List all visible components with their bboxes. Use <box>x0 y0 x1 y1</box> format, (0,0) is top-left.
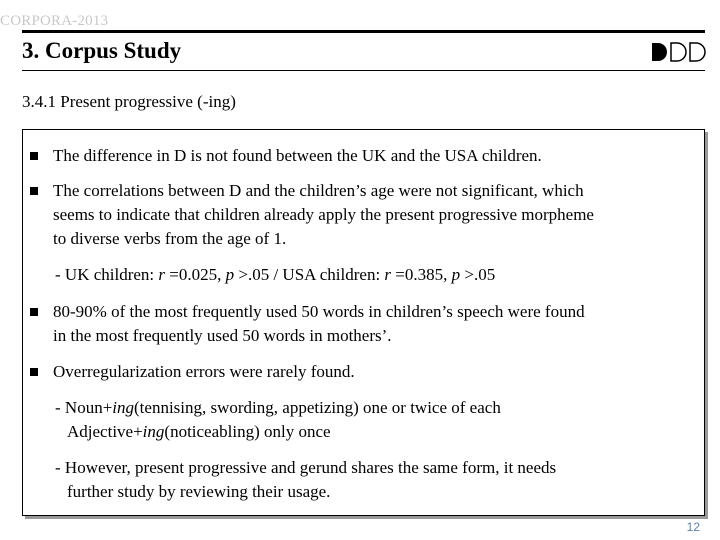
section-heading: 3.4.1 Present progressive (-ing) <box>22 92 236 111</box>
usa-p-value: >.05 <box>460 265 496 284</box>
dash-1-rest: (tennising, swording, appetizing) one or twice of each <box>134 398 501 417</box>
usa-r-value: =0.385, <box>391 265 452 284</box>
bullet-square <box>30 368 38 376</box>
uk-p-value: >.05 / USA children: <box>234 265 385 284</box>
stats-prefix: - UK children: <box>55 265 159 284</box>
bullet-square <box>30 152 38 160</box>
bullet-2-line-1: The correlations between D and the children’s age were not significant, which <box>53 181 584 200</box>
r-symbol: r <box>384 265 392 284</box>
dash-2-line-2: further study by reviewing their usage. <box>67 482 331 501</box>
ddd-logo <box>651 42 707 62</box>
bullet-4-text: Overregularization errors were rarely found. <box>53 362 355 381</box>
bullet-2-line-3: to diverse verbs from the age of 1. <box>53 229 287 248</box>
slide-title: 3. Corpus Study <box>22 38 182 63</box>
uk-r-value: =0.025, <box>165 265 226 284</box>
bullet-2-line-2: seems to indicate that children already apply the present progressive morpheme <box>53 205 594 224</box>
dash-1-line-2 <box>67 420 331 444</box>
p-symbol: p <box>225 265 235 284</box>
ing-suffix: ing <box>112 398 135 417</box>
dash-1-line-1 <box>55 396 501 420</box>
dash-1-line-2-rest: (noticeabling) only once <box>164 422 331 441</box>
dash-1-line-2-prefix: Adjective+ <box>67 422 143 441</box>
r-symbol: r <box>158 265 166 284</box>
bullet-3-line-1: 80-90% of the most frequently used 50 words in children’s speech were found <box>53 302 585 321</box>
stats-line <box>55 263 495 287</box>
logo-text: DDD <box>679 57 682 58</box>
bullet-square <box>30 187 38 195</box>
ing-suffix: ing <box>142 422 165 441</box>
p-symbol: p <box>451 265 461 284</box>
dash-1-prefix: - Noun+ <box>55 398 113 417</box>
title-rule-bottom <box>22 70 705 71</box>
page-number: 12 <box>686 520 700 534</box>
dash-2-line-1: - However, present progressive and gerund shares the same form, it needs <box>55 458 557 477</box>
watermark-text: CORPORA-2013 <box>0 13 109 29</box>
title-rule-top <box>22 30 705 33</box>
bullet-square <box>30 308 38 316</box>
bullet-1-text: The difference in D is not found between the UK and the USA children. <box>53 146 542 165</box>
bullet-3-line-2: in the most frequently used 50 words in mothers’. <box>53 326 392 345</box>
